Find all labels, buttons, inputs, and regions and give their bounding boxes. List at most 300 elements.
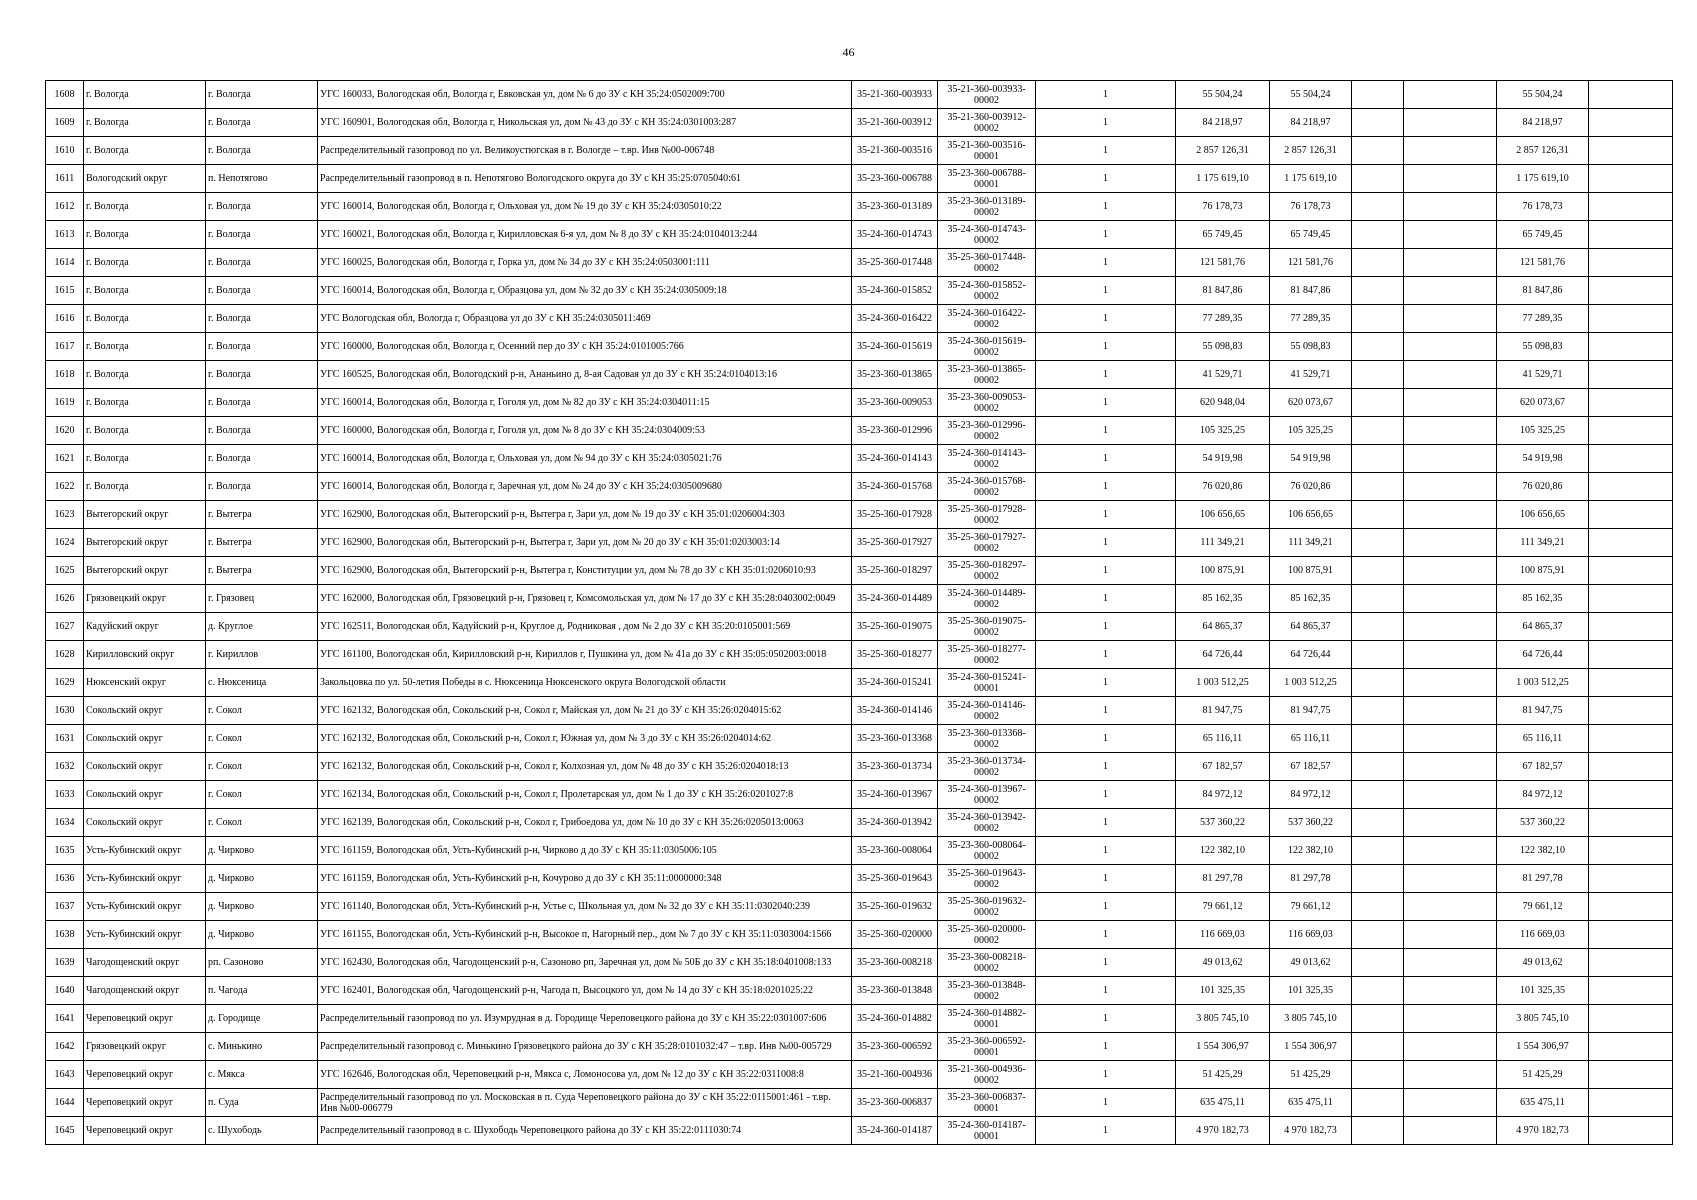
spacer-cell bbox=[1404, 137, 1497, 165]
trailing-cell bbox=[1589, 781, 1673, 809]
description-cell: УГС 161159, Вологодская обл, Усть-Кубинский р-н, Чирково д до ЗУ с КН 35:11:0305006:105 bbox=[318, 837, 852, 865]
object-code-cell: 35-21-360-003933-00002 bbox=[938, 81, 1036, 109]
empty-value-cell bbox=[1352, 333, 1404, 361]
inventory-code-cell: 35-21-360-003912 bbox=[852, 109, 938, 137]
row-number-cell: 1630 bbox=[46, 697, 84, 725]
row-number-cell: 1610 bbox=[46, 137, 84, 165]
description-cell: УГС 162401, Вологодская обл, Чагодощенский р-н, Чагода п, Высоцкого ул, дом № 14 до ЗУ с КН 35:18:0201025:22 bbox=[318, 977, 852, 1005]
residual-value-cell: 121 581,76 bbox=[1270, 249, 1352, 277]
description-cell: УГС 160014, Вологодская обл, Вологда г, Гоголя ул, дом № 82 до ЗУ с КН 35:24:0304011:15 bbox=[318, 389, 852, 417]
empty-value-cell bbox=[1352, 1033, 1404, 1061]
object-code-cell: 35-23-360-012996-00002 bbox=[938, 417, 1036, 445]
total-value-cell: 67 182,57 bbox=[1497, 753, 1589, 781]
locality-cell: г. Вологда bbox=[206, 277, 318, 305]
spacer-cell bbox=[1404, 109, 1497, 137]
quantity-cell: 1 bbox=[1036, 389, 1176, 417]
table-row bbox=[46, 1005, 1673, 1033]
spacer-cell bbox=[1404, 361, 1497, 389]
object-code-cell: 35-24-360-015619-00002 bbox=[938, 333, 1036, 361]
row-number-cell: 1642 bbox=[46, 1033, 84, 1061]
table-row bbox=[46, 809, 1673, 837]
spacer-cell bbox=[1404, 893, 1497, 921]
row-number-cell: 1640 bbox=[46, 977, 84, 1005]
table-row bbox=[46, 81, 1673, 109]
locality-cell: г. Вологда bbox=[206, 137, 318, 165]
object-code-cell: 35-23-360-013848-00002 bbox=[938, 977, 1036, 1005]
description-cell: УГС 162511, Вологодская обл, Кадуйский р-н, Круглое д, Родниковая , дом № 2 до ЗУ с КН 35:20:0105001:569 bbox=[318, 613, 852, 641]
quantity-cell: 1 bbox=[1036, 137, 1176, 165]
spacer-cell bbox=[1404, 501, 1497, 529]
description-cell: УГС 162132, Вологодская обл, Сокольский р-н, Сокол г, Колхозная ул, дом № 48 до ЗУ с КН 35:26:0204018:13 bbox=[318, 753, 852, 781]
district-cell: г. Вологда bbox=[84, 249, 206, 277]
description-cell: УГС 162430, Вологодская обл, Чагодощенский р-н, Сазоново рп, Заречная ул, дом № 50Б до ЗУ с КН 35:18:0401008:133 bbox=[318, 949, 852, 977]
total-value-cell: 55 098,83 bbox=[1497, 333, 1589, 361]
description-cell: УГС 160014, Вологодская обл, Вологда г, Образцова ул, дом № 32 до ЗУ с КН 35:24:0305009:18 bbox=[318, 277, 852, 305]
total-value-cell: 49 013,62 bbox=[1497, 949, 1589, 977]
residual-value-cell: 2 857 126,31 bbox=[1270, 137, 1352, 165]
initial-value-cell: 3 805 745,10 bbox=[1176, 1005, 1270, 1033]
locality-cell: г. Сокол bbox=[206, 753, 318, 781]
initial-value-cell: 79 661,12 bbox=[1176, 893, 1270, 921]
total-value-cell: 65 116,11 bbox=[1497, 725, 1589, 753]
inventory-code-cell: 35-25-360-018297 bbox=[852, 557, 938, 585]
locality-cell: п. Суда bbox=[206, 1089, 318, 1117]
quantity-cell: 1 bbox=[1036, 1089, 1176, 1117]
district-cell: Грязовецкий округ bbox=[84, 1033, 206, 1061]
description-cell: УГС 160014, Вологодская обл, Вологда г, Ольховая ул, дом № 19 до ЗУ с КН 35:24:0305010:22 bbox=[318, 193, 852, 221]
initial-value-cell: 101 325,35 bbox=[1176, 977, 1270, 1005]
locality-cell: п. Чагода bbox=[206, 977, 318, 1005]
district-cell: г. Вологда bbox=[84, 137, 206, 165]
initial-value-cell: 54 919,98 bbox=[1176, 445, 1270, 473]
total-value-cell: 55 504,24 bbox=[1497, 81, 1589, 109]
district-cell: Череповецкий округ bbox=[84, 1089, 206, 1117]
trailing-cell bbox=[1589, 221, 1673, 249]
quantity-cell: 1 bbox=[1036, 781, 1176, 809]
row-number-cell: 1620 bbox=[46, 417, 84, 445]
table-row bbox=[46, 949, 1673, 977]
trailing-cell bbox=[1589, 305, 1673, 333]
spacer-cell bbox=[1404, 277, 1497, 305]
initial-value-cell: 122 382,10 bbox=[1176, 837, 1270, 865]
table-row bbox=[46, 865, 1673, 893]
district-cell: Чагодощенский округ bbox=[84, 977, 206, 1005]
residual-value-cell: 54 919,98 bbox=[1270, 445, 1352, 473]
trailing-cell bbox=[1589, 361, 1673, 389]
inventory-code-cell: 35-25-360-019643 bbox=[852, 865, 938, 893]
trailing-cell bbox=[1589, 501, 1673, 529]
initial-value-cell: 41 529,71 bbox=[1176, 361, 1270, 389]
spacer-cell bbox=[1404, 1061, 1497, 1089]
total-value-cell: 105 325,25 bbox=[1497, 417, 1589, 445]
total-value-cell: 106 656,65 bbox=[1497, 501, 1589, 529]
spacer-cell bbox=[1404, 529, 1497, 557]
spacer-cell bbox=[1404, 249, 1497, 277]
initial-value-cell: 55 098,83 bbox=[1176, 333, 1270, 361]
initial-value-cell: 84 218,97 bbox=[1176, 109, 1270, 137]
district-cell: Вытегорский округ bbox=[84, 529, 206, 557]
object-code-cell: 35-23-360-008064-00002 bbox=[938, 837, 1036, 865]
inventory-code-cell: 35-24-360-014489 bbox=[852, 585, 938, 613]
initial-value-cell: 65 116,11 bbox=[1176, 725, 1270, 753]
spacer-cell bbox=[1404, 165, 1497, 193]
residual-value-cell: 76 178,73 bbox=[1270, 193, 1352, 221]
quantity-cell: 1 bbox=[1036, 949, 1176, 977]
inventory-code-cell: 35-25-360-018277 bbox=[852, 641, 938, 669]
residual-value-cell: 41 529,71 bbox=[1270, 361, 1352, 389]
residual-value-cell: 84 218,97 bbox=[1270, 109, 1352, 137]
spacer-cell bbox=[1404, 221, 1497, 249]
initial-value-cell: 81 297,78 bbox=[1176, 865, 1270, 893]
description-cell: УГС 162134, Вологодская обл, Сокольский р-н, Сокол г, Пролетарская ул, дом № 1 до ЗУ с КН 35:26:0201027:8 bbox=[318, 781, 852, 809]
table-row bbox=[46, 921, 1673, 949]
trailing-cell bbox=[1589, 193, 1673, 221]
total-value-cell: 635 475,11 bbox=[1497, 1089, 1589, 1117]
spacer-cell bbox=[1404, 725, 1497, 753]
district-cell: Череповецкий округ bbox=[84, 1061, 206, 1089]
residual-value-cell: 116 669,03 bbox=[1270, 921, 1352, 949]
table-row bbox=[46, 137, 1673, 165]
object-code-cell: 35-24-360-014146-00002 bbox=[938, 697, 1036, 725]
total-value-cell: 1 554 306,97 bbox=[1497, 1033, 1589, 1061]
empty-value-cell bbox=[1352, 1061, 1404, 1089]
object-code-cell: 35-24-360-013967-00002 bbox=[938, 781, 1036, 809]
quantity-cell: 1 bbox=[1036, 277, 1176, 305]
inventory-code-cell: 35-24-360-014882 bbox=[852, 1005, 938, 1033]
inventory-code-cell: 35-23-360-013189 bbox=[852, 193, 938, 221]
locality-cell: г. Грязовец bbox=[206, 585, 318, 613]
table-row bbox=[46, 529, 1673, 557]
quantity-cell: 1 bbox=[1036, 529, 1176, 557]
description-cell: Распределительный газопровод по ул. Великоустюгская в г. Вологде – т.вр. Инв №00-006748 bbox=[318, 137, 852, 165]
trailing-cell bbox=[1589, 613, 1673, 641]
initial-value-cell: 537 360,22 bbox=[1176, 809, 1270, 837]
locality-cell: г. Вологда bbox=[206, 333, 318, 361]
object-code-cell: 35-24-360-014187-00001 bbox=[938, 1117, 1036, 1145]
row-number-cell: 1628 bbox=[46, 641, 84, 669]
table-row bbox=[46, 725, 1673, 753]
initial-value-cell: 1 175 619,10 bbox=[1176, 165, 1270, 193]
residual-value-cell: 105 325,25 bbox=[1270, 417, 1352, 445]
spacer-cell bbox=[1404, 837, 1497, 865]
residual-value-cell: 55 504,24 bbox=[1270, 81, 1352, 109]
quantity-cell: 1 bbox=[1036, 921, 1176, 949]
spacer-cell bbox=[1404, 1033, 1497, 1061]
object-code-cell: 35-24-360-014882-00001 bbox=[938, 1005, 1036, 1033]
empty-value-cell bbox=[1352, 137, 1404, 165]
table-row bbox=[46, 641, 1673, 669]
object-code-cell: 35-21-360-003516-00001 bbox=[938, 137, 1036, 165]
locality-cell: п. Непотягово bbox=[206, 165, 318, 193]
inventory-code-cell: 35-23-360-008218 bbox=[852, 949, 938, 977]
trailing-cell bbox=[1589, 753, 1673, 781]
trailing-cell bbox=[1589, 1061, 1673, 1089]
district-cell: г. Вологда bbox=[84, 389, 206, 417]
total-value-cell: 51 425,29 bbox=[1497, 1061, 1589, 1089]
row-number-cell: 1631 bbox=[46, 725, 84, 753]
spacer-cell bbox=[1404, 641, 1497, 669]
inventory-code-cell: 35-24-360-014187 bbox=[852, 1117, 938, 1145]
object-code-cell: 35-24-360-015852-00002 bbox=[938, 277, 1036, 305]
spacer-cell bbox=[1404, 809, 1497, 837]
object-code-cell: 35-23-360-013734-00002 bbox=[938, 753, 1036, 781]
spacer-cell bbox=[1404, 1089, 1497, 1117]
residual-value-cell: 81 947,75 bbox=[1270, 697, 1352, 725]
table-row bbox=[46, 473, 1673, 501]
initial-value-cell: 65 749,45 bbox=[1176, 221, 1270, 249]
district-cell: г. Вологда bbox=[84, 333, 206, 361]
empty-value-cell bbox=[1352, 641, 1404, 669]
spacer-cell bbox=[1404, 81, 1497, 109]
empty-value-cell bbox=[1352, 389, 1404, 417]
locality-cell: с. Минькино bbox=[206, 1033, 318, 1061]
row-number-cell: 1627 bbox=[46, 613, 84, 641]
total-value-cell: 537 360,22 bbox=[1497, 809, 1589, 837]
description-cell: Распределительный газопровод в с. Шухободь Череповецкого района до ЗУ с КН 35:22:0111030:74 bbox=[318, 1117, 852, 1145]
table-row bbox=[46, 109, 1673, 137]
inventory-code-cell: 35-24-360-015768 bbox=[852, 473, 938, 501]
description-cell: УГС 162900, Вологодская обл, Вытегорский р-н, Вытегра г, Конституции ул, дом № 78 до ЗУ с КН 35:01:0206010:93 bbox=[318, 557, 852, 585]
residual-value-cell: 77 289,35 bbox=[1270, 305, 1352, 333]
total-value-cell: 116 669,03 bbox=[1497, 921, 1589, 949]
table-row bbox=[46, 165, 1673, 193]
initial-value-cell: 76 020,86 bbox=[1176, 473, 1270, 501]
description-cell: УГС 162132, Вологодская обл, Сокольский р-н, Сокол г, Южная ул, дом № 3 до ЗУ с КН 35:26:0204014:62 bbox=[318, 725, 852, 753]
description-cell: УГС 160014, Вологодская обл, Вологда г, Заречная ул, дом № 24 до ЗУ с КН 35:24:0305009680 bbox=[318, 473, 852, 501]
table-row bbox=[46, 669, 1673, 697]
quantity-cell: 1 bbox=[1036, 837, 1176, 865]
row-number-cell: 1625 bbox=[46, 557, 84, 585]
inventory-code-cell: 35-23-360-013734 bbox=[852, 753, 938, 781]
residual-value-cell: 49 013,62 bbox=[1270, 949, 1352, 977]
residual-value-cell: 64 865,37 bbox=[1270, 613, 1352, 641]
inventory-code-cell: 35-21-360-003933 bbox=[852, 81, 938, 109]
locality-cell: д. Круглое bbox=[206, 613, 318, 641]
inventory-code-cell: 35-25-360-017928 bbox=[852, 501, 938, 529]
row-number-cell: 1624 bbox=[46, 529, 84, 557]
locality-cell: г. Сокол bbox=[206, 781, 318, 809]
initial-value-cell: 77 289,35 bbox=[1176, 305, 1270, 333]
inventory-code-cell: 35-25-360-017927 bbox=[852, 529, 938, 557]
locality-cell: г. Вытегра bbox=[206, 501, 318, 529]
empty-value-cell bbox=[1352, 109, 1404, 137]
trailing-cell bbox=[1589, 837, 1673, 865]
initial-value-cell: 55 504,24 bbox=[1176, 81, 1270, 109]
quantity-cell: 1 bbox=[1036, 669, 1176, 697]
page-number: 46 bbox=[842, 45, 855, 59]
total-value-cell: 81 297,78 bbox=[1497, 865, 1589, 893]
object-code-cell: 35-25-360-019643-00002 bbox=[938, 865, 1036, 893]
residual-value-cell: 100 875,91 bbox=[1270, 557, 1352, 585]
row-number-cell: 1636 bbox=[46, 865, 84, 893]
inventory-code-cell: 35-24-360-015852 bbox=[852, 277, 938, 305]
total-value-cell: 1 175 619,10 bbox=[1497, 165, 1589, 193]
object-code-cell: 35-21-360-003912-00002 bbox=[938, 109, 1036, 137]
table-row bbox=[46, 501, 1673, 529]
spacer-cell bbox=[1404, 1117, 1497, 1145]
description-cell: УГС 160000, Вологодская обл, Вологда г, Гоголя ул, дом № 8 до ЗУ с КН 35:24:0304009:53 bbox=[318, 417, 852, 445]
object-code-cell: 35-21-360-004936-00002 bbox=[938, 1061, 1036, 1089]
district-cell: Сокольский округ bbox=[84, 781, 206, 809]
initial-value-cell: 635 475,11 bbox=[1176, 1089, 1270, 1117]
description-cell: УГС 160025, Вологодская обл, Вологда г, Горка ул, дом № 34 до ЗУ с КН 35:24:0503001:111 bbox=[318, 249, 852, 277]
spacer-cell bbox=[1404, 669, 1497, 697]
inventory-code-cell: 35-25-360-019075 bbox=[852, 613, 938, 641]
locality-cell: г. Сокол bbox=[206, 809, 318, 837]
initial-value-cell: 121 581,76 bbox=[1176, 249, 1270, 277]
description-cell: УГС 161155, Вологодская обл, Усть-Кубинский р-н, Высокое п, Нагорный пер., дом № 7 до ЗУ с КН 35:11:0303004:1566 bbox=[318, 921, 852, 949]
quantity-cell: 1 bbox=[1036, 109, 1176, 137]
description-cell: УГС 162000, Вологодская обл, Грязовецкий р-н, Грязовец г, Комсомольская ул, дом № 17 до ЗУ с КН 35:28:0403002:0049 bbox=[318, 585, 852, 613]
description-cell: УГС 162132, Вологодская обл, Сокольский р-н, Сокол г, Майская ул, дом № 21 до ЗУ с КН 35:26:0204015:62 bbox=[318, 697, 852, 725]
residual-value-cell: 76 020,86 bbox=[1270, 473, 1352, 501]
spacer-cell bbox=[1404, 753, 1497, 781]
empty-value-cell bbox=[1352, 445, 1404, 473]
description-cell: УГС 161159, Вологодская обл, Усть-Кубинский р-н, Кочурово д до ЗУ с КН 35:11:0000000:348 bbox=[318, 865, 852, 893]
district-cell: Вологодский округ bbox=[84, 165, 206, 193]
trailing-cell bbox=[1589, 585, 1673, 613]
quantity-cell: 1 bbox=[1036, 1005, 1176, 1033]
row-number-cell: 1626 bbox=[46, 585, 84, 613]
trailing-cell bbox=[1589, 921, 1673, 949]
empty-value-cell bbox=[1352, 557, 1404, 585]
total-value-cell: 64 865,37 bbox=[1497, 613, 1589, 641]
quantity-cell: 1 bbox=[1036, 193, 1176, 221]
initial-value-cell: 81 847,86 bbox=[1176, 277, 1270, 305]
empty-value-cell bbox=[1352, 277, 1404, 305]
total-value-cell: 620 073,67 bbox=[1497, 389, 1589, 417]
empty-value-cell bbox=[1352, 725, 1404, 753]
row-number-cell: 1609 bbox=[46, 109, 84, 137]
trailing-cell bbox=[1589, 1117, 1673, 1145]
table-row bbox=[46, 613, 1673, 641]
residual-value-cell: 55 098,83 bbox=[1270, 333, 1352, 361]
initial-value-cell: 4 970 182,73 bbox=[1176, 1117, 1270, 1145]
object-code-cell: 35-23-360-013189-00002 bbox=[938, 193, 1036, 221]
description-cell: УГС 162900, Вологодская обл, Вытегорский р-н, Вытегра г, Зари ул, дом № 20 до ЗУ с КН 35:01:0203003:14 bbox=[318, 529, 852, 557]
inventory-code-cell: 35-23-360-009053 bbox=[852, 389, 938, 417]
inventory-code-cell: 35-24-360-014743 bbox=[852, 221, 938, 249]
inventory-code-cell: 35-23-360-012996 bbox=[852, 417, 938, 445]
residual-value-cell: 101 325,35 bbox=[1270, 977, 1352, 1005]
spacer-cell bbox=[1404, 697, 1497, 725]
table-row bbox=[46, 221, 1673, 249]
residual-value-cell: 65 749,45 bbox=[1270, 221, 1352, 249]
object-code-cell: 35-24-360-014743-00002 bbox=[938, 221, 1036, 249]
table-row bbox=[46, 277, 1673, 305]
locality-cell: г. Вологда bbox=[206, 81, 318, 109]
object-code-cell: 35-25-360-017927-00002 bbox=[938, 529, 1036, 557]
row-number-cell: 1608 bbox=[46, 81, 84, 109]
object-code-cell: 35-23-360-006788-00001 bbox=[938, 165, 1036, 193]
district-cell: г. Вологда bbox=[84, 81, 206, 109]
district-cell: Вытегорский округ bbox=[84, 557, 206, 585]
object-code-cell: 35-24-360-014489-00002 bbox=[938, 585, 1036, 613]
description-cell: УГС Вологодская обл, Вологда г, Образцова ул до ЗУ с КН 35:24:0305011:469 bbox=[318, 305, 852, 333]
locality-cell: с. Шухободь bbox=[206, 1117, 318, 1145]
table-row bbox=[46, 977, 1673, 1005]
row-number-cell: 1632 bbox=[46, 753, 84, 781]
inventory-code-cell: 35-21-360-003516 bbox=[852, 137, 938, 165]
residual-value-cell: 111 349,21 bbox=[1270, 529, 1352, 557]
residual-value-cell: 620 073,67 bbox=[1270, 389, 1352, 417]
empty-value-cell bbox=[1352, 1117, 1404, 1145]
table-row bbox=[46, 305, 1673, 333]
total-value-cell: 1 003 512,25 bbox=[1497, 669, 1589, 697]
residual-value-cell: 1 175 619,10 bbox=[1270, 165, 1352, 193]
district-cell: Кадуйский округ bbox=[84, 613, 206, 641]
empty-value-cell bbox=[1352, 361, 1404, 389]
inventory-code-cell: 35-23-360-006788 bbox=[852, 165, 938, 193]
quantity-cell: 1 bbox=[1036, 977, 1176, 1005]
empty-value-cell bbox=[1352, 1005, 1404, 1033]
quantity-cell: 1 bbox=[1036, 557, 1176, 585]
total-value-cell: 81 947,75 bbox=[1497, 697, 1589, 725]
initial-value-cell: 81 947,75 bbox=[1176, 697, 1270, 725]
total-value-cell: 85 162,35 bbox=[1497, 585, 1589, 613]
object-code-cell: 35-25-360-019075-00002 bbox=[938, 613, 1036, 641]
empty-value-cell bbox=[1352, 949, 1404, 977]
quantity-cell: 1 bbox=[1036, 361, 1176, 389]
empty-value-cell bbox=[1352, 753, 1404, 781]
empty-value-cell bbox=[1352, 501, 1404, 529]
inventory-code-cell: 35-25-360-017448 bbox=[852, 249, 938, 277]
table-row bbox=[46, 557, 1673, 585]
trailing-cell bbox=[1589, 1033, 1673, 1061]
row-number-cell: 1618 bbox=[46, 361, 84, 389]
quantity-cell: 1 bbox=[1036, 305, 1176, 333]
row-number-cell: 1637 bbox=[46, 893, 84, 921]
trailing-cell bbox=[1589, 1005, 1673, 1033]
row-number-cell: 1617 bbox=[46, 333, 84, 361]
quantity-cell: 1 bbox=[1036, 417, 1176, 445]
table-row bbox=[46, 417, 1673, 445]
quantity-cell: 1 bbox=[1036, 81, 1176, 109]
locality-cell: г. Вологда bbox=[206, 193, 318, 221]
quantity-cell: 1 bbox=[1036, 809, 1176, 837]
initial-value-cell: 1 003 512,25 bbox=[1176, 669, 1270, 697]
trailing-cell bbox=[1589, 417, 1673, 445]
object-code-cell: 35-24-360-016422-00002 bbox=[938, 305, 1036, 333]
object-code-cell: 35-23-360-009053-00002 bbox=[938, 389, 1036, 417]
locality-cell: г. Вологда bbox=[206, 221, 318, 249]
trailing-cell bbox=[1589, 389, 1673, 417]
inventory-code-cell: 35-24-360-013967 bbox=[852, 781, 938, 809]
table-row bbox=[46, 697, 1673, 725]
residual-value-cell: 64 726,44 bbox=[1270, 641, 1352, 669]
object-code-cell: 35-23-360-006837-00001 bbox=[938, 1089, 1036, 1117]
district-cell: Сокольский округ bbox=[84, 725, 206, 753]
district-cell: Сокольский округ bbox=[84, 697, 206, 725]
empty-value-cell bbox=[1352, 837, 1404, 865]
quantity-cell: 1 bbox=[1036, 501, 1176, 529]
object-code-cell: 35-25-360-020000-00002 bbox=[938, 921, 1036, 949]
total-value-cell: 77 289,35 bbox=[1497, 305, 1589, 333]
initial-value-cell: 2 857 126,31 bbox=[1176, 137, 1270, 165]
row-number-cell: 1645 bbox=[46, 1117, 84, 1145]
quantity-cell: 1 bbox=[1036, 333, 1176, 361]
initial-value-cell: 84 972,12 bbox=[1176, 781, 1270, 809]
empty-value-cell bbox=[1352, 249, 1404, 277]
description-cell: УГС 161100, Вологодская обл, Кирилловский р-н, Кириллов г, Пушкина ул, дом № 41а до ЗУ с КН 35:05:0502003:0018 bbox=[318, 641, 852, 669]
trailing-cell bbox=[1589, 529, 1673, 557]
empty-value-cell bbox=[1352, 193, 1404, 221]
total-value-cell: 101 325,35 bbox=[1497, 977, 1589, 1005]
empty-value-cell bbox=[1352, 221, 1404, 249]
object-code-cell: 35-24-360-015241-00001 bbox=[938, 669, 1036, 697]
initial-value-cell: 111 349,21 bbox=[1176, 529, 1270, 557]
inventory-code-cell: 35-23-360-006837 bbox=[852, 1089, 938, 1117]
